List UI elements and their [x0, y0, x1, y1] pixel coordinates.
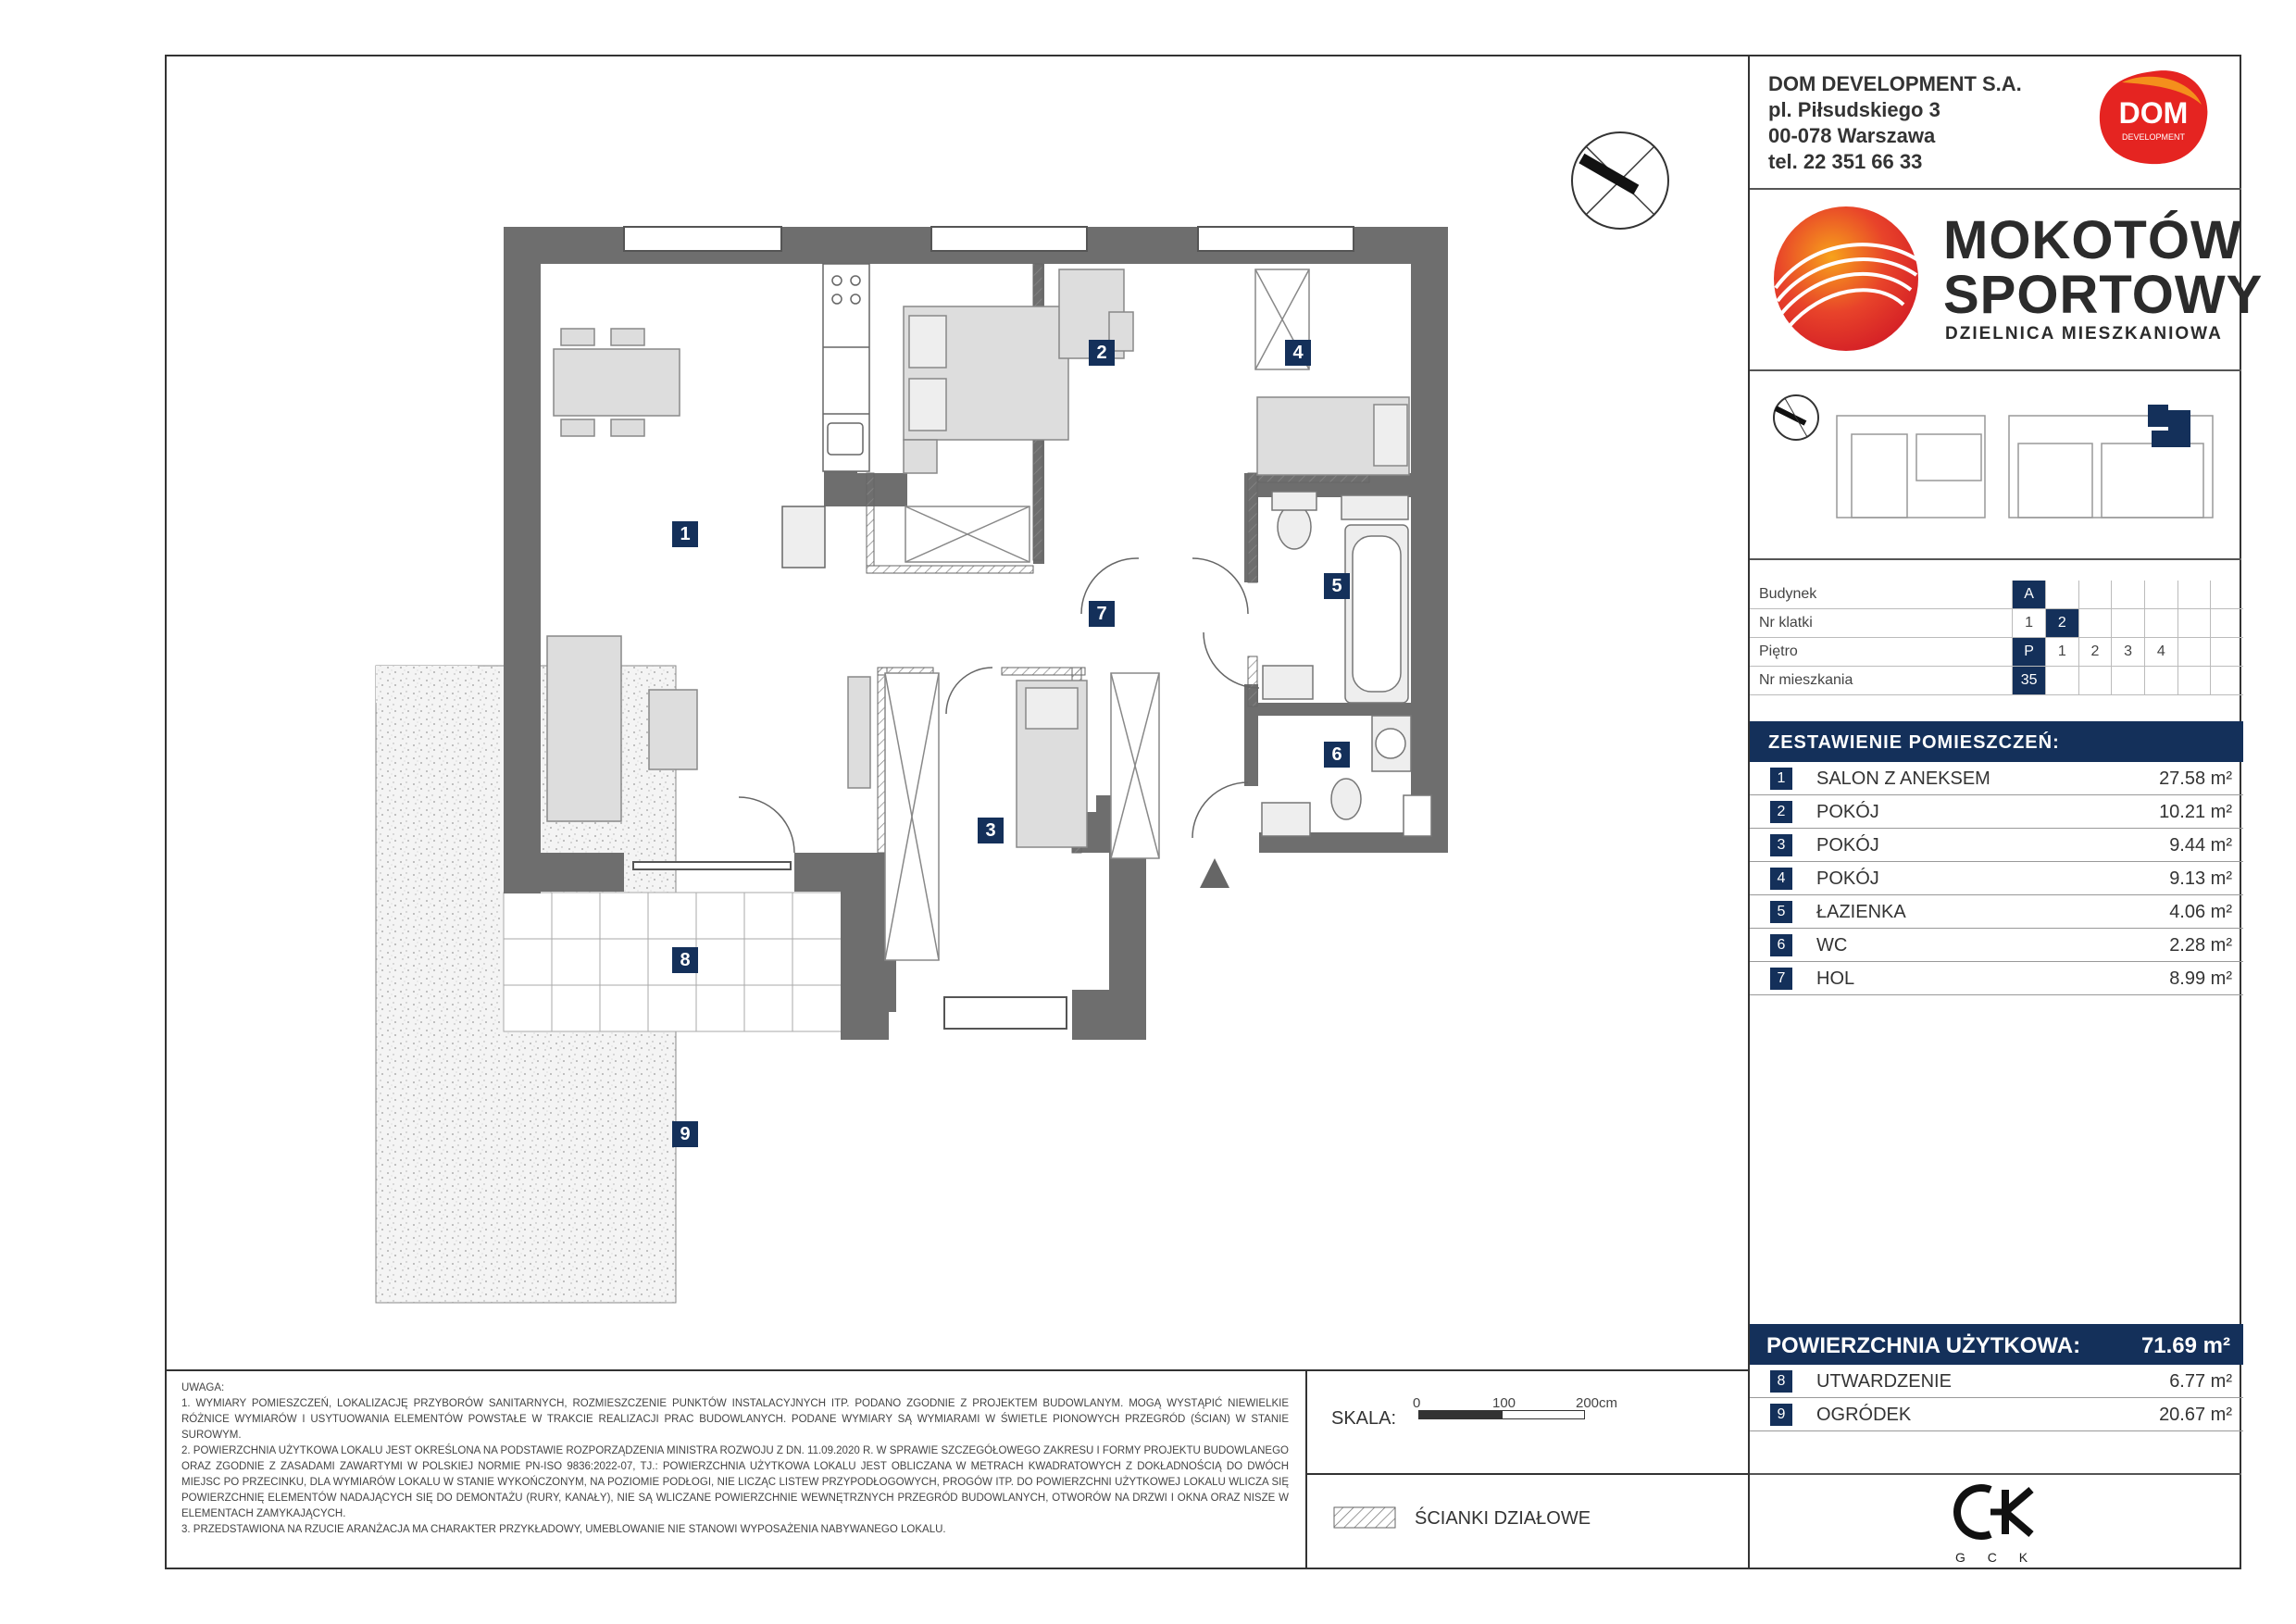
floor-label: Piętro [1750, 638, 2013, 667]
room-area: 2.28 m² [2169, 935, 2232, 956]
brand-subtitle: DZIELNICA MIESZKANIOWA [1945, 324, 2223, 344]
entrance-marker [1200, 858, 1229, 888]
room-name: POKÓJ [1816, 802, 1879, 822]
plan-label-7: 7 [1089, 601, 1115, 627]
room-name: OGRÓDEK [1816, 1405, 1912, 1425]
company-address-1: pl. Piłsudskiego 3 [1768, 98, 1940, 121]
stair-label: Nr klatki [1750, 609, 2013, 638]
rooms-header: ZESTAWIENIE POMIESZCZEŃ: [1750, 721, 2243, 762]
plan-label-1: 1 [672, 521, 698, 547]
floor-value-2: 2 [2078, 638, 2112, 667]
room-name: UTWARDZENIE [1816, 1371, 1952, 1392]
room-number: 7 [1770, 968, 1792, 990]
legend-walls-label: ŚCIANKI DZIAŁOWE [1415, 1508, 1591, 1529]
room-row [1750, 762, 2243, 795]
keyplan-compass-icon [1774, 395, 1818, 440]
floor-value-3: 3 [2112, 638, 2145, 667]
room-area: 8.99 m² [2169, 968, 2232, 989]
info-row-floor [1750, 638, 2243, 667]
floor-value-p: P [2013, 638, 2046, 667]
plan-label-6: 6 [1324, 742, 1350, 768]
floor-value-4: 4 [2144, 638, 2177, 667]
brand-title-line2: SPORTOWY [1943, 265, 2264, 325]
note-1: 1. WYMIARY POMIESZCZEŃ, LOKALIZACJĘ PRZYBORÓW SANITARNYCH, ROZMIESZCZENIE PUNKTÓW INSTALACYJNYCH ITP. PODANO ZGODNIE Z PROJEKTEM BUDOWLANYM. MOGĄ WYSTĄPIĆ NIEWIELKIE RÓŻNICE WYMIARÓW I USYTUOWANIA ELEMENTÓW POWSTAŁE W TRAKCIE REALIZACJI PRAC BUDOWLANYCH. PODANE WYMIARY SĄ WYMIARAMI W ŚWIETLE PIONOWYCH PRZEGRÓD (ŚCIAN) W STANIE SUROWYM. [181, 1398, 1289, 1441]
room-row [1750, 795, 2243, 829]
room-name: WC [1816, 935, 1848, 956]
door-swings [739, 558, 1259, 853]
room4-furniture [1059, 269, 1409, 475]
gck-logo [1950, 1480, 2042, 1569]
plan-label-9: 9 [672, 1121, 698, 1147]
stair-value-1: 1 [2013, 609, 2046, 638]
apartment-info-table [1750, 581, 2243, 695]
wc-fixtures [1262, 716, 1431, 836]
room-area: 20.67 m² [2159, 1405, 2232, 1425]
info-panel [1748, 55, 2264, 1569]
total-area-label: POWIERZCHNIA UŻYTKOWA: [1766, 1333, 2081, 1358]
room-name: HOL [1816, 968, 1855, 989]
room-number: 5 [1770, 901, 1792, 923]
company-address-2: 00-078 Warszawa [1768, 124, 1936, 147]
info-row-building [1750, 581, 2243, 609]
svg-text:DOM: DOM [2118, 96, 2189, 130]
mokotow-sportowy-logo [1772, 205, 1920, 353]
room-number: 8 [1770, 1370, 1792, 1393]
legend-section [1305, 1473, 1748, 1569]
room-number: 6 [1770, 934, 1792, 956]
extra-room-row [1750, 1365, 2243, 1398]
room-row [1750, 829, 2243, 862]
svg-text:DEVELOPMENT: DEVELOPMENT [2121, 132, 2186, 142]
company-phone: tel. 22 351 66 33 [1768, 150, 1923, 173]
scale-label: SKALA: [1331, 1408, 1397, 1429]
apartment-label: Nr mieszkania [1750, 667, 2013, 695]
room-row [1750, 929, 2243, 962]
floor-plan [165, 55, 1750, 1366]
room-number: 4 [1770, 868, 1792, 890]
building-label: Budynek [1750, 581, 2013, 609]
room-name: POKÓJ [1816, 868, 1879, 889]
room-number: 3 [1770, 834, 1792, 856]
dom-development-logo [2094, 68, 2213, 168]
notes-section [165, 1369, 1305, 1569]
room-area: 10.21 m² [2159, 802, 2232, 822]
notes-text [181, 1380, 1289, 1538]
room-number: 2 [1770, 801, 1792, 823]
scale-bar [1418, 1410, 1585, 1419]
room-area: 9.44 m² [2169, 835, 2232, 856]
notes-title: UWAGA: [181, 1382, 225, 1393]
floor-value-1: 1 [2045, 638, 2078, 667]
stair-value-2: 2 [2045, 609, 2078, 638]
total-area-value: 71.69 m² [2140, 1333, 2230, 1358]
hatch-swatch-icon [1333, 1506, 1396, 1529]
building-value: A [2013, 581, 2046, 609]
company-name: DOM DEVELOPMENT S.A. [1768, 72, 2022, 95]
total-area-bar [1750, 1324, 2243, 1365]
note-2: 2. POWIERZCHNIA UŻYTKOWA LOKALU JEST OKREŚLONA NA PODSTAWIE ROZPORZĄDZENIA MINISTRA ROZWOJU Z DN. 11.09.2020 R. W SPRAWIE SZCZEGÓŁOWEGO ZAKRESU I FORMY PROJEKTU BUDOWLANEGO ORAZ ZGODNIE Z ZASADAMI ZAWARTYMI W POLSKIEJ NORMIE PN-ISO 9836:2022-07, TJ.: POWIERZCHNIA UŻYTKOWA LOKALU JEST OBLICZANA W METRACH KWADRATOWYCH Z DOKŁADNOŚCIĄ DO DWÓCH MIEJSC PO PRZECINKU, DLA WYMIARÓW LOKALU W STANIE WYKOŃCZONYM, NA POZIOMIE PODŁOGI, NIE LICZĄC LISTEW PRZYPODŁOGOWYCH, PROGÓW ITP. DO POWIERZCHNI UŻYTKOWEJ LOKALU WLICZA SIĘ POWIERZCHNIĘ ELEMENTÓW NADAJĄCYCH SIĘ DO DEMONTAŻU (RURY, KANAŁY), NIE SĄ WLICZANE POWIERZCHNIE WEWNĘTRZNYCH PRZEGRÓD BUDOWLANYCH, OTWORÓW NA DRZWI I OKNA ORAZ NISZE W ELEMENTACH ZAMYKAJĄCYCH. [181, 1445, 1289, 1519]
room-name: SALON Z ANEKSEM [1816, 768, 1990, 789]
room-area: 27.58 m² [2159, 768, 2232, 789]
plan-label-5: 5 [1324, 573, 1350, 599]
kitchen-counter [782, 264, 869, 568]
scale-tick-0: 0 [1413, 1395, 1421, 1411]
scale-section [1305, 1369, 1748, 1475]
room-area: 9.13 m² [2169, 868, 2232, 889]
info-row-stair [1750, 609, 2243, 638]
apartment-value: 35 [2013, 667, 2046, 695]
scale-tick-100: 100 [1492, 1395, 1516, 1411]
room-row [1750, 962, 2243, 995]
room-number: 9 [1770, 1404, 1792, 1426]
brand-title-line1: MOKOTÓW [1943, 210, 2242, 270]
room-row [1750, 862, 2243, 895]
room-row [1750, 895, 2243, 929]
room-area: 4.06 m² [2169, 902, 2232, 922]
scale-tick-200: 200cm [1576, 1395, 1618, 1411]
info-row-apartment [1750, 667, 2243, 695]
room-area: 6.77 m² [2169, 1371, 2232, 1392]
plan-label-4: 4 [1285, 340, 1311, 366]
note-3: 3. PRZEDSTAWIONA NA RZUCIE ARANŻACJA MA CHARAKTER PRZYKŁADOWY, UMEBLOWANIE NIE STANOWI WYPOSAŻENIA NABYWANEGO LOKALU. [181, 1524, 946, 1535]
extra-room-row [1750, 1398, 2243, 1431]
room-number: 1 [1770, 768, 1792, 790]
plan-label-8: 8 [672, 947, 698, 973]
svg-text:G C K: G C K [1954, 1550, 2038, 1565]
room-name: ŁAZIENKA [1816, 902, 1906, 922]
company-info [1768, 71, 2022, 175]
north-arrow-icon [1572, 132, 1668, 229]
room-name: POKÓJ [1816, 835, 1879, 856]
plan-label-3: 3 [978, 818, 1004, 843]
floor-plan-drawing [165, 55, 1750, 1366]
plan-label-2: 2 [1089, 340, 1115, 366]
key-plan [1759, 379, 2233, 527]
